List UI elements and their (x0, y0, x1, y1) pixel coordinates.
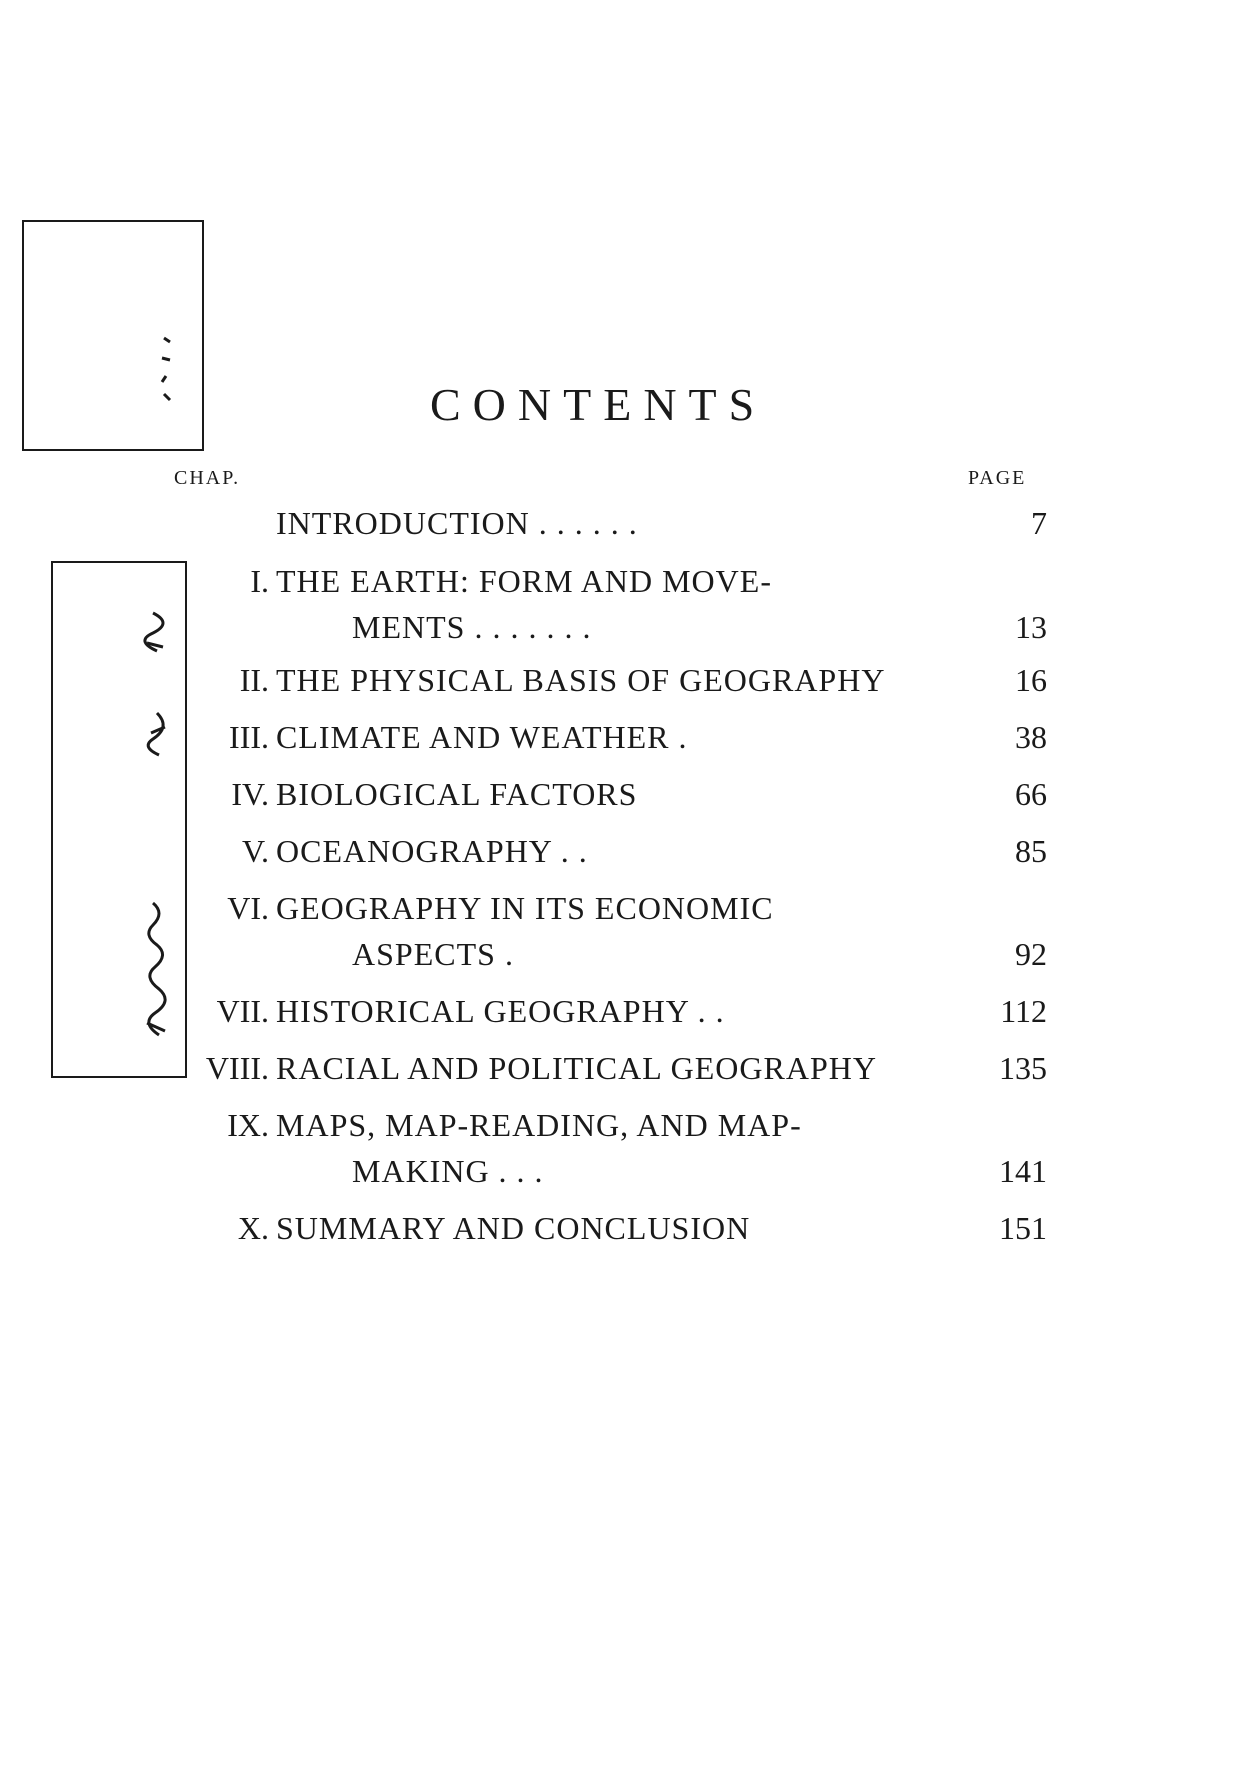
page-number: 112 (1000, 993, 1047, 1029)
chapter-number: X. (237, 1210, 269, 1246)
page-number: 38 (1015, 719, 1047, 755)
chapter-number: IX. (227, 1107, 269, 1143)
page-number: 92 (1015, 936, 1047, 972)
chapter-number: IV. (231, 776, 269, 812)
chapter-number: VII. (216, 993, 269, 1029)
chapter-number: III. (229, 719, 269, 755)
handwritten-mark-icon (154, 332, 184, 412)
chapter-number: II. (239, 662, 269, 698)
chapter-number: V. (242, 833, 269, 869)
chapter-title: BIOLOGICAL FACTORS (276, 776, 638, 812)
page-number: 16 (1015, 662, 1047, 698)
chapter-number: VI. (227, 890, 269, 926)
handwritten-signature-icon (133, 603, 183, 1063)
page-number: 151 (999, 1210, 1047, 1246)
page-number: 13 (1015, 609, 1047, 645)
page-title: CONTENTS (430, 379, 767, 430)
library-label-box (51, 561, 187, 1078)
library-stamp-box (22, 220, 204, 451)
chapter-number: I. (250, 563, 269, 599)
chapter-title: INTRODUCTION . . . . . . (276, 505, 638, 541)
chapter-column-header: CHAP. (174, 467, 241, 489)
chapter-title: THE EARTH: FORM AND MOVE- (276, 563, 772, 599)
chapter-title-continuation: MENTS . . . . . . . (352, 609, 592, 645)
page-number: 135 (999, 1050, 1047, 1086)
chapter-title: THE PHYSICAL BASIS OF GEOGRAPHY (276, 662, 886, 698)
chapter-title: MAPS, MAP-READING, AND MAP- (276, 1107, 802, 1143)
chapter-number: VIII. (205, 1050, 269, 1086)
chapter-title-continuation: MAKING . . . (352, 1153, 544, 1189)
chapter-title: CLIMATE AND WEATHER . (276, 719, 688, 755)
page-number: 66 (1015, 776, 1047, 812)
page-column-header: PAGE (968, 467, 1027, 489)
chapter-title: GEOGRAPHY IN ITS ECONOMIC (276, 890, 774, 926)
chapter-title: SUMMARY AND CONCLUSION (276, 1210, 751, 1246)
chapter-title: HISTORICAL GEOGRAPHY . . (276, 993, 725, 1029)
chapter-title-continuation: ASPECTS . (352, 936, 514, 972)
chapter-title: OCEANOGRAPHY . . (276, 833, 588, 869)
page-number: 141 (999, 1153, 1047, 1189)
page-number: 85 (1015, 833, 1047, 869)
page-number: 7 (1031, 505, 1047, 541)
chapter-title: RACIAL AND POLITICAL GEOGRAPHY (276, 1050, 877, 1086)
